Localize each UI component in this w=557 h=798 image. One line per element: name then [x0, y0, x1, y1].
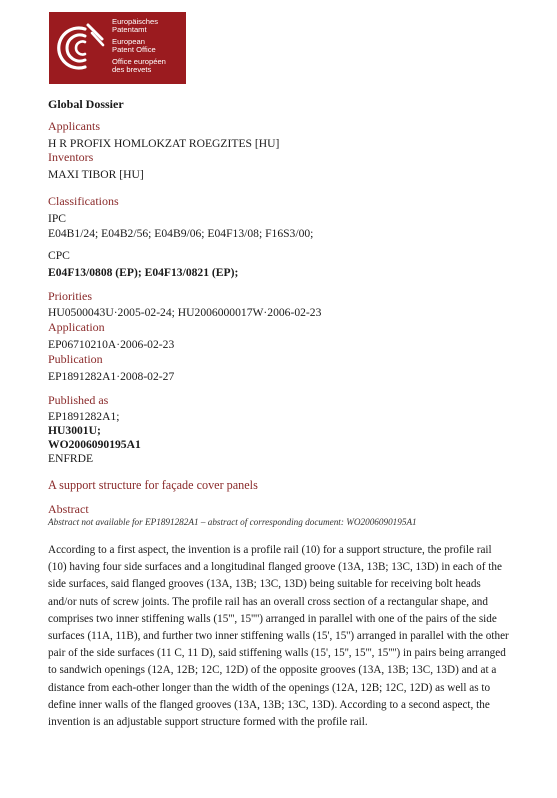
abstract-text: According to a first aspect, the invention is a profile rail (10) for a support structure, the profile rail (10) having four side surfaces and a longitudinal flanged groove (13A, 13B; 13C, 13D) in each of the side surfaces, said flanged grooves (13A, 13B; 13C, 13D) being suitable for receiving bolt heads and/or nuts of screw joints. The profile rail has an overall cross section of a rectangular shape, and comprises two inner stiffening walls (15''', 15'''') arranged in parallel with one of the pairs of the side surfaces (11A, 11B), and further two inner stiffening walls (15', 15'') arranged in parallel with the other pair of the side surfaces (11 C, 11 D), said stiffening walls (15', 15'', 15''', 15'''') in pairs being arranged to sandwich openings (12A, 12B; 12C, 12D) of the opposite grooves (13A, 13B; 13C, 13D) and at a distance from each-other longer than the width of the openings (12A, 12B; 12C, 12D) as well as to define inner walls of the flanged grooves (13A, 13B; 13C, 13D). According to a second aspect, the invention is an adjustable support structure formed with the profile rail. — [48, 544, 509, 729]
logo-text-line-3: European — [112, 37, 145, 46]
epo-logo — [49, 12, 186, 84]
epo-emblem-icon — [55, 19, 109, 77]
abstract-label: Abstract — [48, 502, 89, 516]
logo-text-line-4: Patent Office — [112, 45, 156, 54]
application-value: EP06710210A·2006-02-23 — [48, 338, 175, 351]
abstract-note: Abstract not available for EP1891282A1 – abstract of corresponding document: WO2006090195A1 — [48, 517, 417, 527]
inventors-label: Inventors — [48, 150, 94, 164]
publication-value: EP1891282A1·2008-02-27 — [48, 370, 175, 383]
published-as-item: WO2006090195A1 — [48, 438, 141, 451]
publication-label: Publication — [48, 352, 103, 366]
logo-text-line-6: des brevets — [112, 65, 152, 74]
published-as-item: EP1891282A1; — [48, 410, 120, 423]
inventors-value: MAXI TIBOR [HU] — [48, 168, 144, 181]
applicants-value: H R PROFIX HOMLOKZAT ROEGZITES [HU] — [48, 137, 280, 150]
published-as-item: HU3001U; — [48, 424, 101, 437]
patent-title: A support structure for façade cover panels — [48, 478, 258, 492]
ipc-label: IPC — [48, 212, 67, 225]
logo-text-line-2: Patentamt — [112, 25, 147, 34]
application-label: Application — [48, 320, 105, 334]
applicants-label: Applicants — [48, 119, 100, 133]
priorities-value: HU0500043U·2005-02-24; HU2006000017W·2006-02-23 — [48, 306, 322, 319]
ipc-value: E04B1/24; E04B2/56; E04B9/06; E04F13/08; F16S3/00; — [48, 227, 314, 240]
cpc-label: CPC — [48, 249, 70, 262]
classifications-label: Classifications — [48, 194, 119, 208]
published-as-label: Published as — [48, 393, 109, 407]
dossier-title: Global Dossier — [48, 97, 124, 111]
logo-text-line-5: Office européen — [112, 57, 166, 66]
published-as-languages: ENFRDE — [48, 452, 94, 465]
priorities-label: Priorities — [48, 289, 92, 303]
logo-text-line-1: Europäisches — [112, 17, 159, 26]
cpc-value: E04F13/0808 (EP); E04F13/0821 (EP); — [48, 266, 239, 279]
